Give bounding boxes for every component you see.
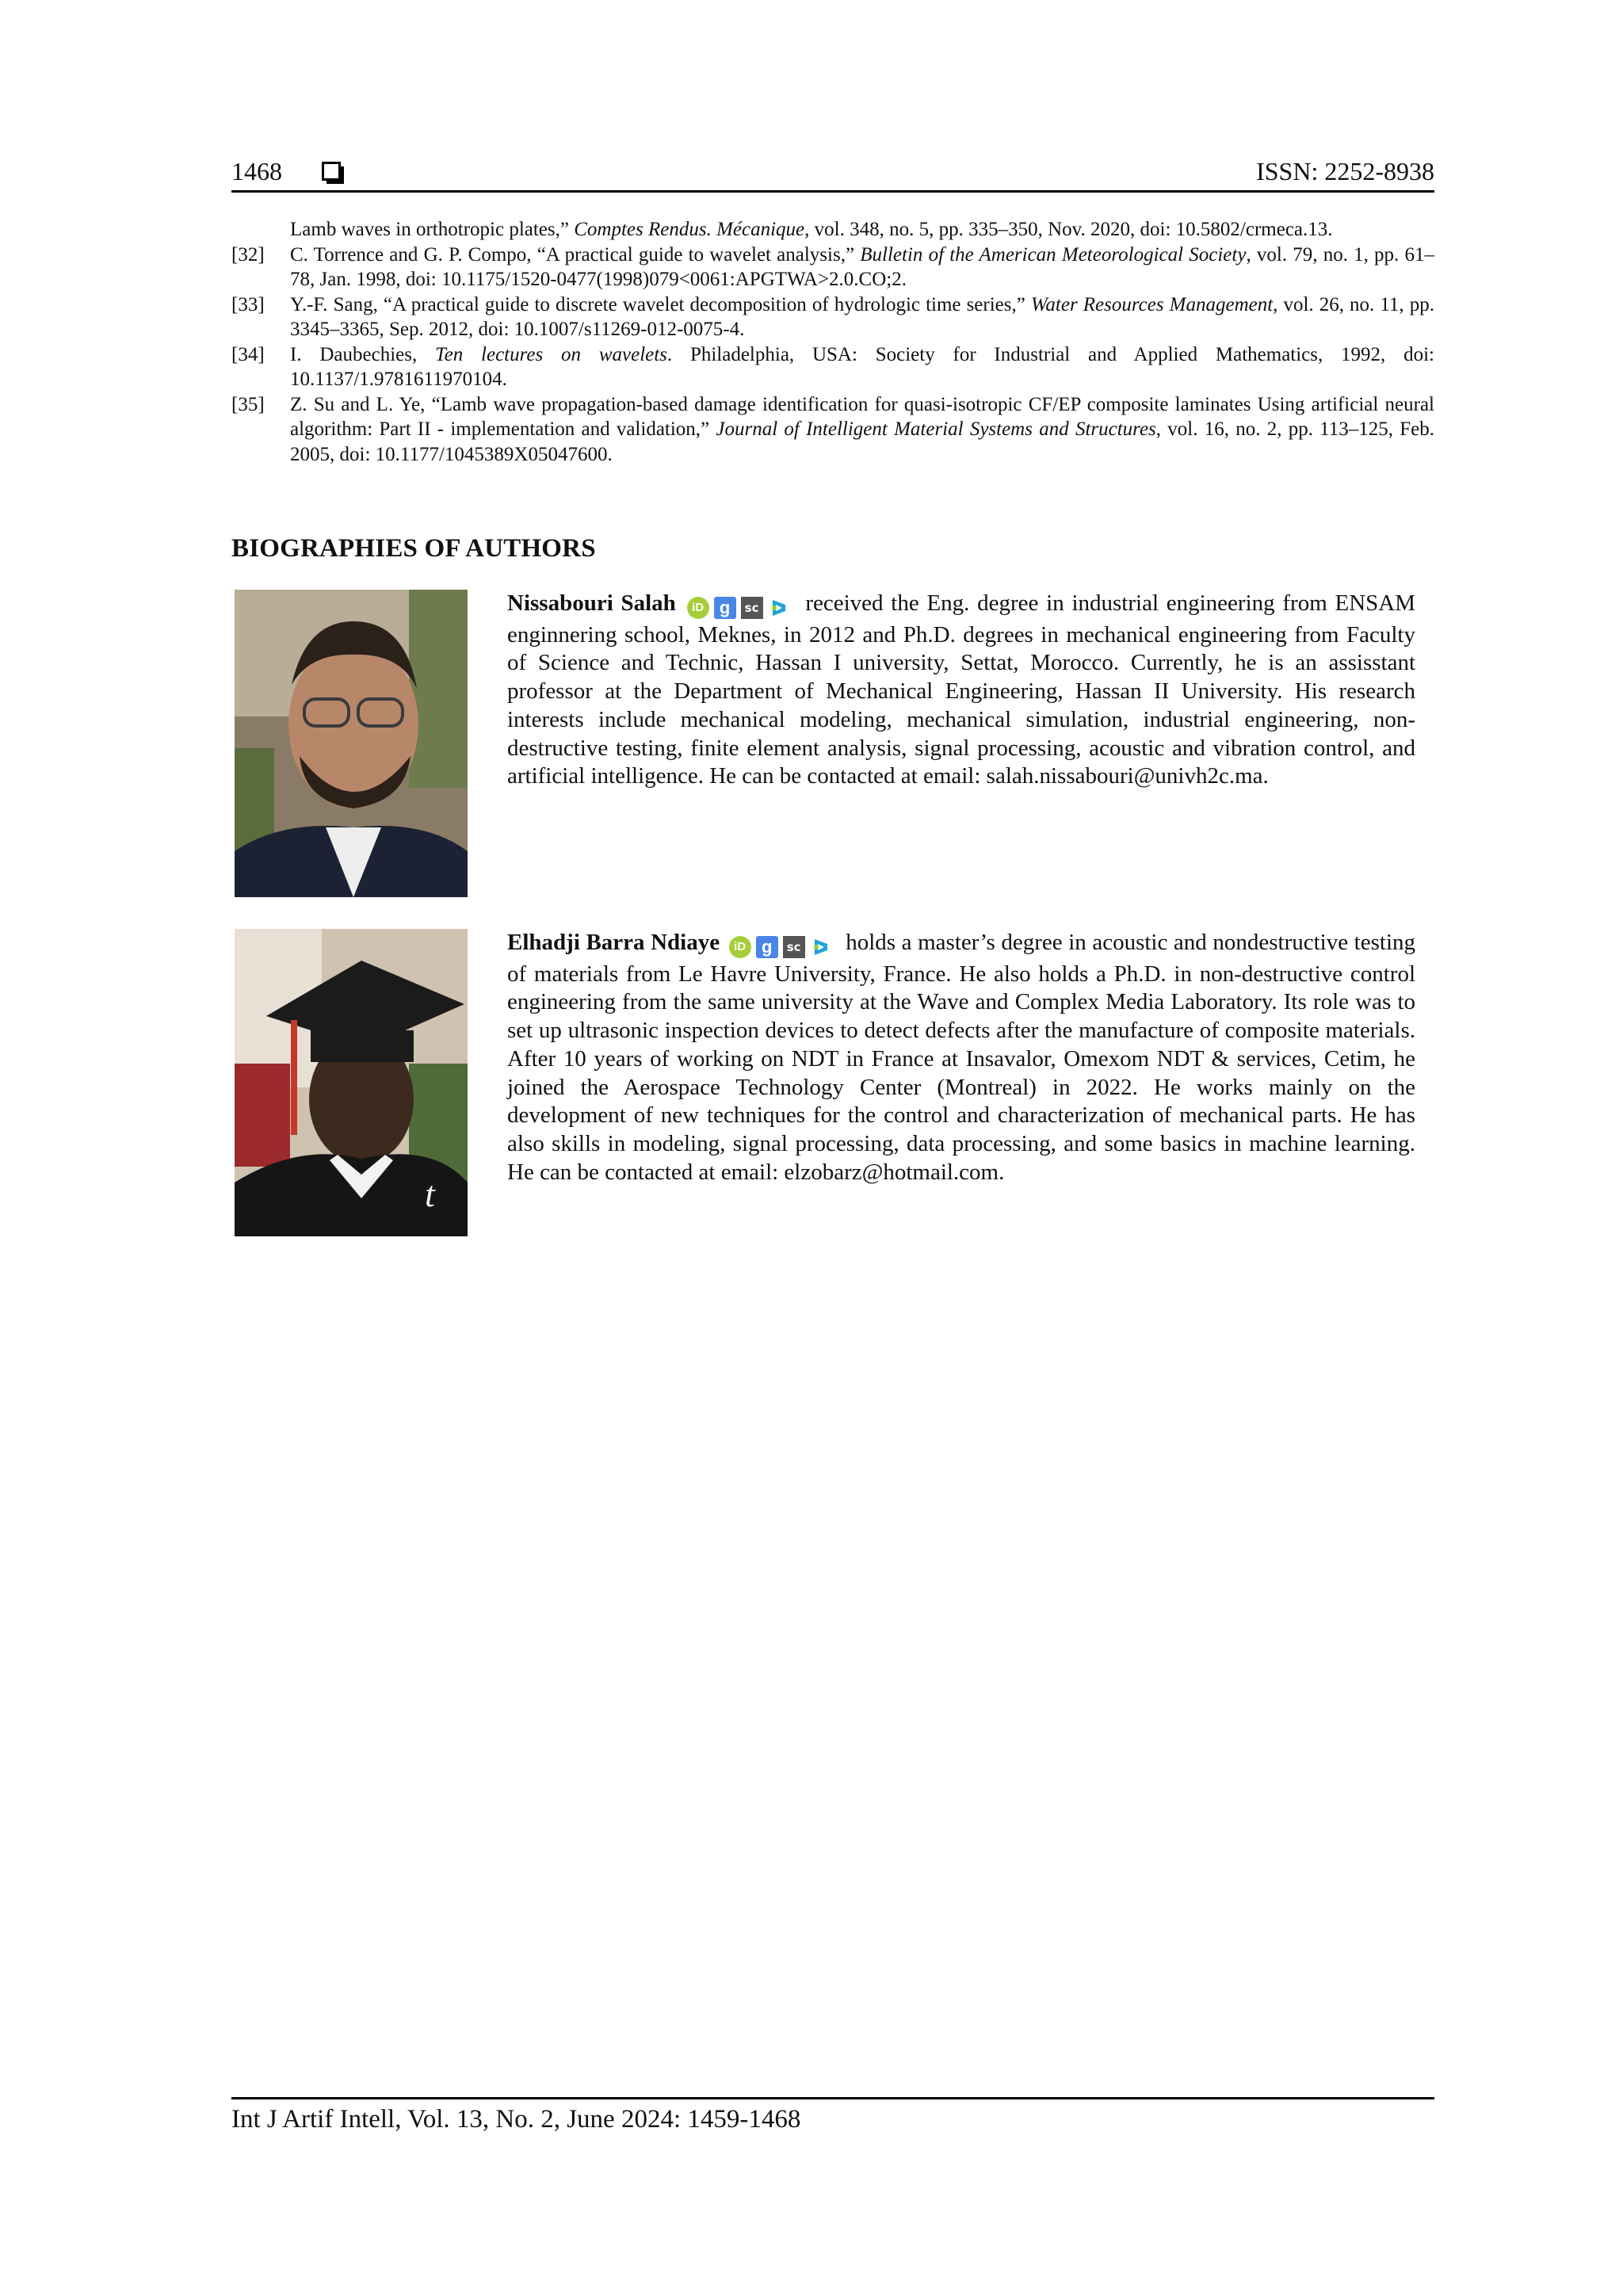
section-heading: BIOGRAPHIES OF AUTHORS xyxy=(231,534,596,563)
author-name: Nissabouri Salah xyxy=(507,590,676,616)
footer-rule xyxy=(231,2097,1434,2099)
reference-number: [34] xyxy=(231,343,265,365)
reference-details: , vol. 348, no. 5, pp. 335–350, Nov. 2020, doi: 10.5802/crmeca.13. xyxy=(804,219,1333,240)
page-header xyxy=(231,155,1434,193)
author-biography: holds a master’s degree in acoustic and nondestructive testing of materials from Le Havre University, France. He also holds a Ph.D. in non-destructive control engineering from the same university at the Wave and Complex Media Laboratory. Its role was to set up ultrasonic inspection devices to detect defects after the manufacture of composite materials. After 10 years of working on NDT in France at Insavalor, Omexom NDT & services, Cetim, he joined the Aerospace Technology Center (Montreal) in 2022. He works mainly on the development of new techniques for the control and characterization of mechanical parts. He has also skills in modeling, signal processing, data processing, and some basics in machine learning. He can be contacted at email: elzobarz@hotmail.com. xyxy=(507,930,1415,1185)
reference-details: , vol. 26, no. 11, pp. 3345–3365, Sep. 2012, doi: 10.1007/s11269-012-0075-4. xyxy=(290,293,1434,340)
reference-details: . Philadelphia, USA: Society for Industrial and Applied Mathematics, 1992, doi: 10.1137/1.9781611970104. xyxy=(290,343,1434,390)
author-biography: received the Eng. degree in industrial engineering from ENSAM enginnering school, Meknes, in 2012 and Ph.D. degrees in mechanical engineering from Faculty of Science and Technic, Hassan I university, Settat, Morocco. Currently, he is an assisstant professor at the Department of Mechanical Engineering, Hassan II University. His research interests include mechanical modeling, mechanical simulation, industrial engineering, non-destructive testing, finite element analysis, signal processing, acoustic and vibration control, and artificial intelligence. He can be contacted at email: salah.nissabouri@univh2c.ma. xyxy=(507,590,1416,789)
author-profile-links xyxy=(687,593,795,621)
reference-text: Y.-F. Sang, “A practical guide to discrete wavelet decomposition of hydrologic time series,” xyxy=(290,293,1031,315)
issn-label: ISSN: 2252-8938 xyxy=(1256,157,1434,185)
reference-item xyxy=(231,342,1434,392)
reference-list xyxy=(231,217,1434,467)
reference-number: [33] xyxy=(231,293,265,315)
reference-journal: Comptes Rendus. Mécanique xyxy=(574,219,805,240)
reference-journal: Bulletin of the American Meteorological Society xyxy=(860,243,1247,266)
orcid-icon[interactable]: iD xyxy=(729,936,751,958)
reference-journal: Journal of Intelligent Material Systems and Structures xyxy=(716,418,1156,440)
author-profile-links xyxy=(729,932,837,961)
reference-text: C. Torrence and G. P. Compo, “A practical guide to wavelet analysis,” xyxy=(290,243,861,266)
reference-number: [32] xyxy=(231,243,265,266)
reference-details: , vol. 79, no. 1, pp. 61–78, Jan. 1998, doi: 10.1175/1520-0477(1998)079<0061:APGTWA>2.0.CO;2. xyxy=(290,243,1434,290)
reference-item xyxy=(231,392,1434,468)
reference-text: Lamb waves in orthotropic plates,” xyxy=(290,219,575,240)
square-bullet-icon xyxy=(322,162,341,181)
author-bio-text xyxy=(507,929,1415,1186)
reference-text: I. Daubechies, xyxy=(290,343,436,365)
orcid-icon[interactable]: iD xyxy=(687,597,709,619)
reference-text: Z. Su and L. Ye, “Lamb wave propagation-based damage identification for quasi-isotropic CF/EP composite laminates Using artificial neural algorithm: Part II - implementation and validation,” xyxy=(290,393,1434,440)
author-bio-text xyxy=(507,590,1415,791)
reference-journal: Ten lectures on wavelets xyxy=(435,343,667,365)
author-name: Elhadji Barra Ndiaye xyxy=(507,930,720,955)
journal-footer: Int J Artif Intell, Vol. 13, No. 2, June 2024: 1459-1468 xyxy=(231,2105,801,2134)
header-rule xyxy=(231,190,1434,193)
reference-item xyxy=(231,292,1434,342)
reference-item xyxy=(231,243,1434,292)
page-number: 1468 xyxy=(231,157,282,185)
scopus-icon[interactable]: sc xyxy=(783,936,805,958)
svg-text:t: t xyxy=(425,1174,435,1214)
reference-details: , vol. 16, no. 2, pp. 113–125, Feb. 2005, doi: 10.1177/1045389X05047600. xyxy=(290,418,1434,465)
author-photo xyxy=(235,929,468,1236)
google-scholar-icon[interactable]: g xyxy=(756,936,778,958)
author-photo xyxy=(235,590,468,897)
scopus-icon[interactable]: sc xyxy=(741,597,763,619)
publons-icon[interactable] xyxy=(810,936,832,958)
publons-icon[interactable] xyxy=(768,597,790,619)
google-scholar-icon[interactable]: g xyxy=(714,597,736,619)
reference-item xyxy=(231,217,1434,243)
reference-journal: Water Resources Management xyxy=(1030,293,1274,315)
reference-number: [35] xyxy=(231,393,265,415)
